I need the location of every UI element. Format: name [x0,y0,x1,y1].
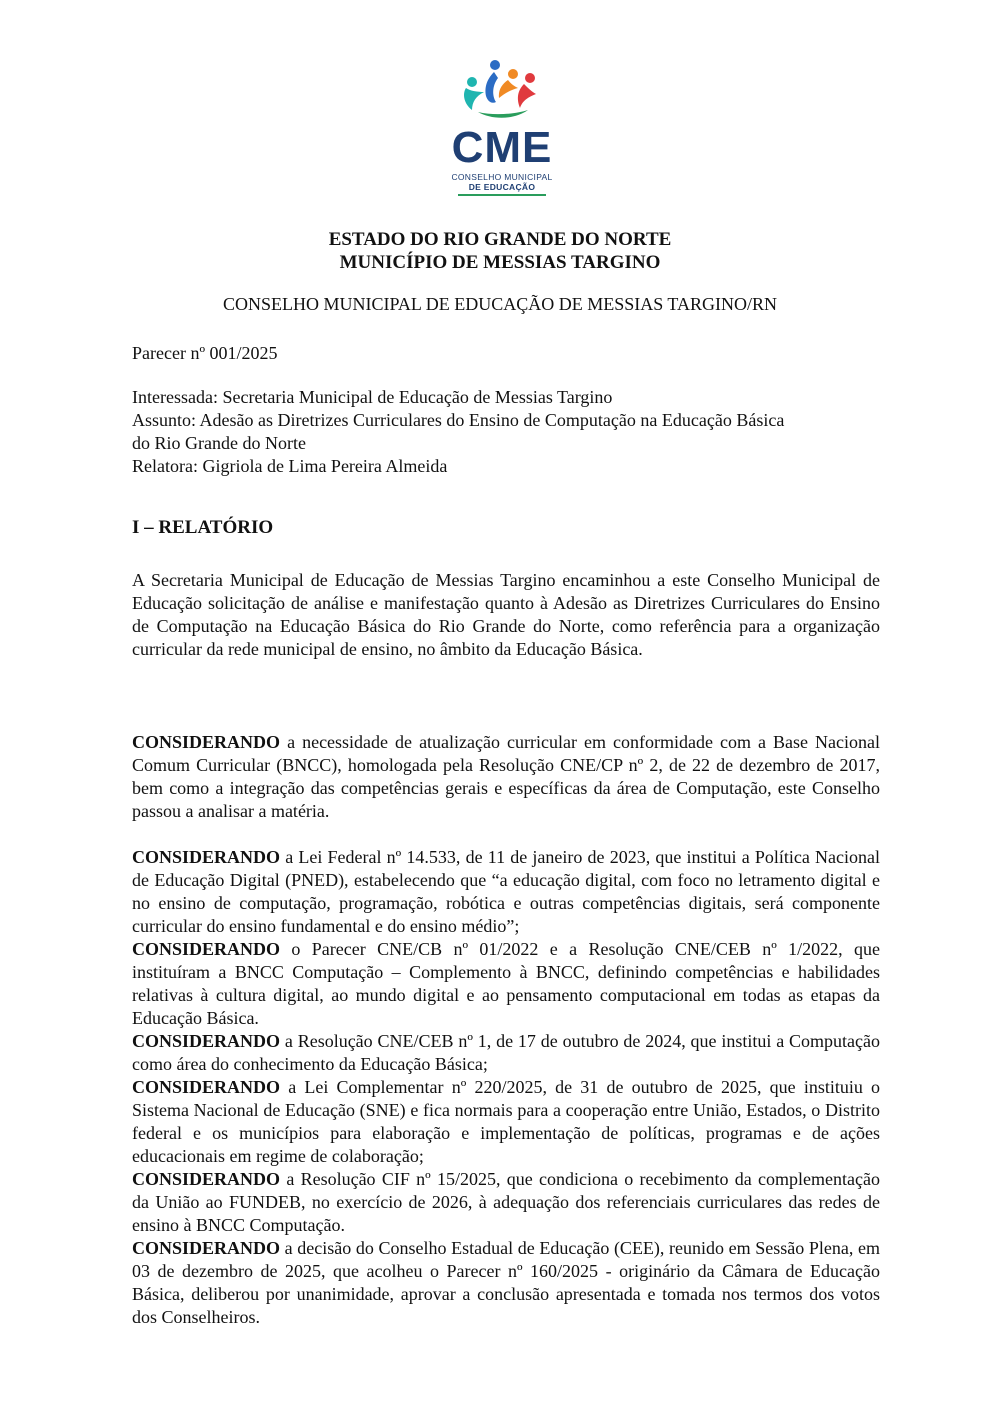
assunto-line1: Assunto: Adesão as Diretrizes Curriculares do Ensino de Computação na Educação Básica [132,410,785,430]
considerando-text: a Resolução CNE/CEB nº 1, de 17 de outubro de 2024, que institui a Computação como área do conhecimento da Educação Básica; [132,1031,881,1074]
considerando-label: CONSIDERANDO [132,847,281,867]
considerando-text: a decisão do Conselho Estadual de Educação (CEE), reunido em Sessão Plena, em 03 de dezembro de 2025, que acolheu o Parecer nº 160/2025 - originário da Câmara de Educação Básica, deliberou por unanimidade, aprovar a conclusão apresentada e tomada nos termos dos votos dos Conselheiros. [132,1238,881,1327]
considerando-paragraph [132,731,880,823]
municipality-heading: MUNICÍPIO DE MESSIAS TARGINO [339,252,661,273]
cme-logo [436,58,568,200]
considerando-label: CONSIDERANDO [132,939,281,959]
considerando-paragraph [132,1168,880,1237]
considerando-paragraph [132,938,880,1030]
assunto-line2: do Rio Grande do Norte [132,433,306,453]
parecer-number: Parecer nº 001/2025 [132,343,278,363]
considerando-label: CONSIDERANDO [132,1031,281,1051]
logo-underline [458,194,546,196]
considerando-text: a Lei Complementar nº 220/2025, de 31 de outubro de 2025, que instituiu o Sistema Nacional de Educação (SNE) e fica normais para a cooperação entre União, Estados, o Distrito federal e os municípios para elaboração e implementação de políticas, programas e de ações educacionais em regime de colaboração; [132,1077,881,1166]
intro-paragraph: A Secretaria Municipal de Educação de Messias Targino encaminhou a este Conselho Municipal de Educação solicitação de análise e manifestação quanto à Adesão as Diretrizes Curriculares do Ensino de Computação na Educação Básica do Rio Grande do Norte, como referência para a organização curricular da rede municipal de ensino, no âmbito da Educação Básica. [132,570,880,659]
section-title: I – RELATÓRIO [132,517,274,538]
state-heading: ESTADO DO RIO GRANDE DO NORTE [328,229,672,250]
considerando-paragraph [132,1076,880,1168]
people-figures-icon [458,58,546,128]
considerando-paragraph [132,1237,880,1329]
logo-subtitle-line1: CONSELHO MUNICIPAL [451,172,553,182]
logo-acronym: CME [451,123,553,172]
considerando-paragraph [132,1030,880,1076]
considerando-label: CONSIDERANDO [132,1077,281,1097]
considerando-label: CONSIDERANDO [132,1169,281,1189]
logo-subtitle-line2: DE EDUCAÇÃO [468,182,536,192]
considerando-label: CONSIDERANDO [132,1238,281,1258]
considerando-text: a Resolução CIF nº 15/2025, que condiciona o recebimento da complementação da União ao FUNDEB, no exercício de 2026, à adequação dos referenciais curriculares das redes de ensino à BNCC Computação. [132,1169,880,1235]
considerando-text: a Lei Federal nº 14.533, de 11 de janeiro de 2023, que institui a Política Nacional de Educação Digital (PNED), estabelecendo que “a educação digital, com foco no letramento digital e no ensino de computação, programação, robótica e outras competências digitais, será componente curricular do ensino fundamental e do ensino médio”; [132,847,880,936]
considerando-paragraph [132,846,880,938]
relatora: Relatora: Gigriola de Lima Pereira Almeida [132,456,448,476]
considerando-text: o Parecer CNE/CB nº 01/2022 e a Resolução CNE/CEB nº 1/2022, que instituíram a BNCC Computação – Complemento à BNCC, definindo competências e habilidades relativas à cultura digital, ao mundo digital e ao pensamento computacional em todas as etapas da Educação Básica. [132,939,881,1028]
considerando-label: CONSIDERANDO [132,732,281,752]
considerando-text: a necessidade de atualização curricular em conformidade com a Base Nacional Comum Curricular (BNCC), homologada pela Resolução CNE/CP nº 2, de 22 de dezembro de 2017, bem como a integração das competências gerais e específicas da área de Computação, este Conselho passou a analisar a matéria. [132,732,881,821]
interessada: Interessada: Secretaria Municipal de Educação de Messias Targino [132,387,613,407]
council-name: CONSELHO MUNICIPAL DE EDUCAÇÃO DE MESSIAS TARGINO/RN [223,294,777,314]
